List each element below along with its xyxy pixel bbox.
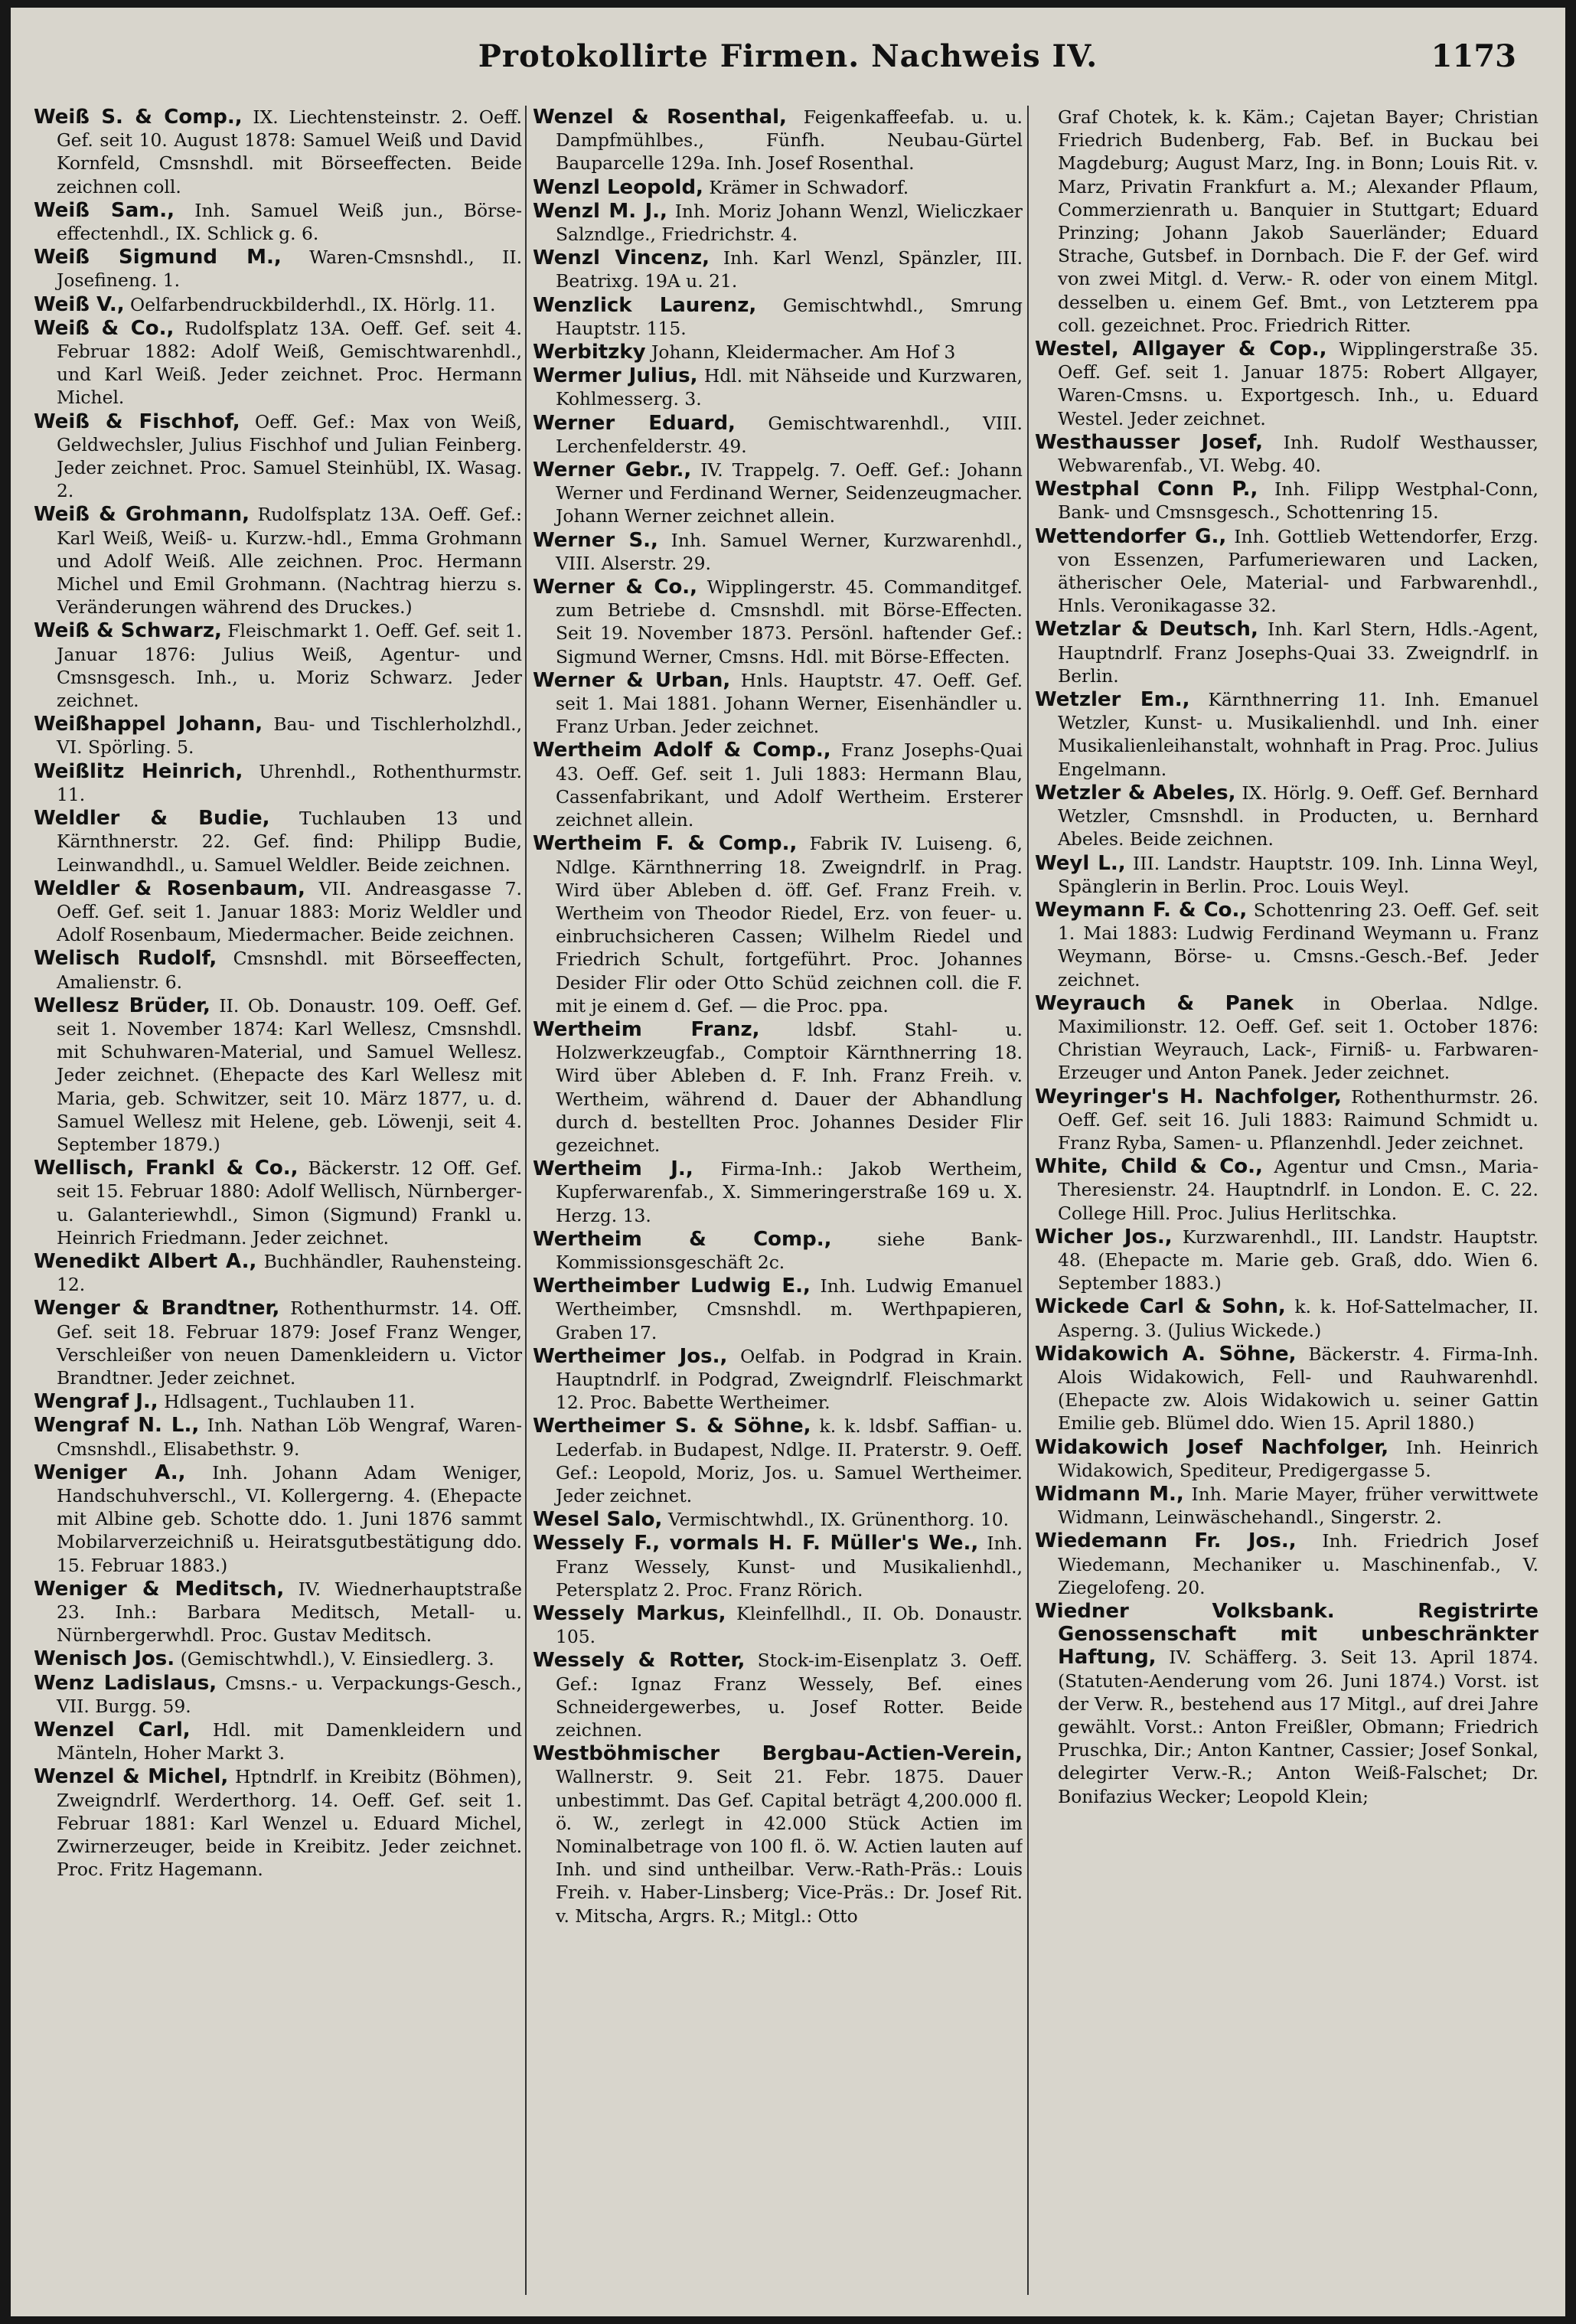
entry-details: Oeff. Gef.: Max von Weiß, Geldwechsler, Julius Fischhof und Julian Feinberg. Jeder zeichnet. Proc. Samuel Steinhübl, IX. Wasag. 2. bbox=[57, 410, 522, 502]
entry-details: Hnls. Hauptstr. 47. Oeff. Gef. seit 1. Mai 1881. Johann Werner, Eisenhändler u. Franz Urban. Jeder zeichnet. bbox=[556, 669, 1023, 738]
firm-name: Weiß Sigmund M., bbox=[34, 246, 282, 269]
firm-name: Wertheim & Comp., bbox=[533, 1227, 832, 1251]
entry-details: Inh. Nathan Löb Wengraf, Waren-Cmsnshdl., Elisabethstr. 9. bbox=[57, 1415, 522, 1460]
firm-name: Welisch Rudolf, bbox=[34, 947, 217, 971]
firm-name: Weyl L., bbox=[1035, 851, 1126, 875]
directory-entry bbox=[34, 503, 522, 619]
firm-name: Wengraf N. L., bbox=[34, 1414, 200, 1438]
entry-details: Inh. Gottlieb Wettendorfer, Erzg. von Essenzen, Parfumeriewaren und Lacken, ätherischer Oele, Material- und Farbwarenhdl., Hnls. Veronikagasse 32. bbox=[1058, 525, 1538, 617]
directory-entry bbox=[34, 947, 522, 993]
firm-name: Weißlitz Heinrich, bbox=[34, 759, 243, 783]
firm-name: Weiß V., bbox=[34, 292, 125, 316]
directory-entry bbox=[34, 877, 522, 947]
firm-name: Werbitzky bbox=[533, 341, 646, 364]
entry-details: Inh. Moriz Johann Wenzl, Wieliczkaer Salzndlge., Friedrichstr. 4. bbox=[556, 200, 1023, 246]
directory-entry bbox=[533, 1275, 1023, 1344]
entry-details: IV. Trappelg. 7. Oeff. Gef.: Johann Werner und Ferdinand Werner, Seidenzeugmacher. Johann Werner zeichnet allein. bbox=[556, 459, 1023, 527]
entry-details: Kleinfellhdl., II. Ob. Donaustr. 105. bbox=[556, 1603, 1023, 1648]
directory-entry bbox=[533, 1649, 1023, 1741]
directory-entry bbox=[34, 293, 522, 316]
firm-name: Werner S., bbox=[533, 528, 658, 552]
firm-name: Wellisch, Frankl & Co., bbox=[34, 1157, 299, 1180]
entry-details: Cmsnshdl. mit Börseeffecten, Amalienstr. 6. bbox=[57, 948, 522, 993]
directory-entry bbox=[533, 1532, 1023, 1601]
firm-name: Wenzel & Michel, bbox=[34, 1765, 229, 1789]
entry-details: Kärnthnerring 11. Inh. Emanuel Wetzler, Kunst- u. Musikalienhdl. und Inh. einer Musikalienleihanstalt, wohnhaft in Prag. Proc. Julius Engelmann. bbox=[1058, 689, 1538, 780]
directory-entry bbox=[1035, 1085, 1538, 1155]
directory-entry bbox=[533, 529, 1023, 575]
firm-name: Weiß S. & Comp., bbox=[34, 106, 243, 129]
directory-entry bbox=[34, 619, 522, 712]
firm-name: Wesel Salo, bbox=[533, 1508, 663, 1532]
directory-entry bbox=[533, 1415, 1023, 1507]
entry-details: Gemischtwarenhdl., VIII. Lerchenfelderstr. 49. bbox=[556, 412, 1023, 457]
directory-entry bbox=[533, 576, 1023, 668]
directory-entry bbox=[34, 713, 522, 759]
directory-entry bbox=[1035, 1483, 1538, 1529]
firm-name: Wenisch Jos. bbox=[34, 1647, 175, 1671]
directory-entry bbox=[1035, 1600, 1538, 1808]
directory-entry bbox=[533, 1345, 1023, 1415]
entry-details: VII. Andreasgasse 7. Oeff. Gef. seit 1. Januar 1883: Moriz Weldler und Adolf Rosenbaum, Miedermacher. Beide zeichnen. bbox=[57, 877, 522, 946]
firm-name: Weiß & Schwarz, bbox=[34, 619, 222, 643]
firm-name: Wetzlar & Deutsch, bbox=[1035, 618, 1258, 641]
entry-details: ldsbf. Stahl- u. Holzwerkzeugfab., Comptoir Kärnthnerring 18. Wird über Ableben d. F. Inh. Franz Freih. v. Wertheim, während d. Dauer der Abhandlung durch d. bestellten Proc. Johannes Desider Flir gezeichnet. bbox=[556, 1018, 1023, 1156]
entry-details: Vermischtwhdl., IX. Grünenthorg. 10. bbox=[667, 1509, 1010, 1531]
directory-entry bbox=[533, 1602, 1023, 1648]
firm-name: Wickede Carl & Sohn, bbox=[1035, 1295, 1286, 1319]
firm-name: Widakowich A. Söhne, bbox=[1035, 1342, 1297, 1366]
firm-name: Weiß Sam., bbox=[34, 198, 175, 222]
directory-entry bbox=[1035, 106, 1538, 337]
firm-name: Wenzel Carl, bbox=[34, 1719, 191, 1742]
directory-entry bbox=[1035, 782, 1538, 851]
entry-details: Inh. Filipp Westphal-Conn, Bank- und Cmsnsgesch., Schottenring 15. bbox=[1058, 478, 1538, 524]
directory-entry bbox=[34, 1719, 522, 1764]
entry-details: k. k. ldsbf. Saffian- u. Lederfab. in Budapest, Ndlge. II. Praterstr. 9. Oeff. Gef.: Leopold, Moriz, Jos. u. Samuel Wertheimer. Jeder zeichnet. bbox=[556, 1415, 1023, 1506]
directory-entry bbox=[1035, 688, 1538, 781]
directory-entry bbox=[1035, 618, 1538, 687]
page-header bbox=[11, 38, 1565, 84]
firm-name: White, Child & Co., bbox=[1035, 1155, 1263, 1179]
directory-entry bbox=[533, 739, 1023, 831]
directory-entry bbox=[533, 106, 1023, 175]
column-divider bbox=[1027, 106, 1029, 2295]
directory-entry bbox=[533, 459, 1023, 528]
column-divider bbox=[525, 106, 527, 2295]
firm-name: Wenzl M. J., bbox=[533, 199, 667, 223]
entry-details: Buchhändler, Rauhensteing. 12. bbox=[57, 1250, 522, 1296]
directory-entry bbox=[34, 1414, 522, 1460]
directory-entry bbox=[533, 669, 1023, 739]
firm-name: Widmann M., bbox=[1035, 1482, 1184, 1506]
entry-details: Stock-im-Eisenplatz 3. Oeff. Gef.: Ignaz Franz Wessely, Bef. eines Schneidergewerbes, u. Josef Rotter. Beide zeichnen. bbox=[556, 1650, 1023, 1741]
entry-details: Hptndrlf. in Kreibitz (Böhmen), Zweigndrlf. Werderthorg. 14. Oeff. Gef. seit 1. Februar 1881: Karl Wenzel u. Eduard Michel, Zwirnerzeuger, beide in Kreibitz. Jeder zeichnet. Proc. Fritz Hagemann. bbox=[57, 1766, 522, 1881]
document-page bbox=[11, 8, 1565, 2316]
entry-details: Bau- und Tischlerholzhdl., VI. Spörling. 5. bbox=[57, 713, 522, 759]
directory-entry bbox=[533, 1018, 1023, 1157]
entry-details: Inh. Franz Wessely, Kunst- und Musikalienhdl., Petersplatz 2. Proc. Franz Rörich. bbox=[556, 1532, 1023, 1601]
firm-name: Weiß & Fischhof, bbox=[34, 410, 240, 433]
entry-details: in Oberlaa. Ndlge. Maximilionstr. 12. Oeff. Gef. seit 1. October 1876: Christian Weyrauch, Lack-, Firniß- u. Farbwaren-Erzeuger und Anton Panek. Jeder zeichnet. bbox=[1058, 992, 1538, 1084]
firm-name: Widakowich Josef Nachfolger, bbox=[1035, 1435, 1389, 1459]
entry-details: Bäckerstr. 12 Off. Gef. seit 15. Februar 1880: Adolf Wellisch, Nürnberger- u. Galanteriewhdl., Simon (Sigmund) Frankl u. Heinrich Friedmann. Jeder zeichnet. bbox=[57, 1157, 522, 1248]
firm-name: Werner & Co., bbox=[533, 576, 698, 599]
directory-entry bbox=[533, 294, 1023, 340]
entry-details: Inh. Samuel Weiß jun., Börse-effectenhdl., IX. Schlick g. 6. bbox=[57, 199, 522, 245]
directory-entry bbox=[34, 1672, 522, 1718]
entry-details: Inh. Rudolf Westhausser, Webwarenfab., VI. Webg. 40. bbox=[1058, 431, 1538, 477]
entry-details: Fabrik IV. Luiseng. 6, Ndlge. Kärnthnerring 18. Zweigndrlf. in Prag. Wird über Ableben d. öff. Gef. Franz Freih. v. Wertheim von Theodor Riedel, Erz. von feuer- u. einbruchsicheren Cassen; Wilhelm Riedel und Friedrich Schult, fortgeführt. Proc. Johannes Desider Flir oder Otto Schüd zeichnen coll. die F. mit je einem d. Gef. — die Proc. ppa. bbox=[556, 833, 1023, 1017]
entry-details: Oelfarbendruckbilderhdl., IX. Hörlg. 11. bbox=[130, 293, 496, 315]
directory-entry bbox=[34, 1297, 522, 1389]
firm-name: Werner Eduard, bbox=[533, 411, 736, 435]
directory-entry bbox=[533, 832, 1023, 1017]
firm-name: Weymann F. & Co., bbox=[1035, 898, 1248, 922]
directory-entry bbox=[533, 341, 1023, 364]
entry-details: Rothenthurmstr. 26. Oeff. Gef. seit 16. Juli 1883: Raimund Schmidt u. Franz Ryba, Samen- u. Pflanzenhdl. Jeder zeichnet. bbox=[1058, 1085, 1538, 1154]
firm-name: Wenz Ladislaus, bbox=[34, 1671, 217, 1695]
entry-details: Inh. Johann Adam Weniger, Handschuhverschl., VI. Kollergerng. 4. (Ehepacte mit Albine geb. Schotte ddo. 1. Juni 1876 sammt Mobilarverzeichniß u. Heiratsgutbestätigung ddo. 15. Februar 1883.) bbox=[57, 1461, 522, 1576]
directory-entry bbox=[533, 176, 1023, 199]
entry-details: Feigenkaffeefab. u. u. Dampfmühlbes., Fünfh. Neubau-Gürtel Bauparcelle 129a. Inh. Josef Rosenthal. bbox=[556, 106, 1023, 175]
directory-entry bbox=[1035, 1343, 1538, 1435]
entry-details: Inh. Karl Stern, Hdls.-Agent, Hauptndrlf. Franz Josephs-Quai 33. Zweigndrlf. in Berlin. bbox=[1058, 619, 1538, 687]
entry-details: Hdl. mit Damenkleidern und Mänteln, Hoher Markt 3. bbox=[57, 1719, 522, 1764]
directory-entry bbox=[533, 200, 1023, 246]
entry-details: Hdlsagent., Tuchlauben 11. bbox=[164, 1391, 416, 1413]
directory-entry bbox=[34, 106, 522, 198]
directory-entry bbox=[533, 1742, 1023, 1927]
firm-name: Wermer Julius, bbox=[533, 364, 698, 388]
directory-entry bbox=[1035, 1436, 1538, 1482]
firm-name: Wessely Markus, bbox=[533, 1602, 726, 1625]
firm-name: Wicher Jos., bbox=[1035, 1225, 1173, 1248]
directory-entry bbox=[34, 410, 522, 503]
firm-name: Wertheimer S. & Söhne, bbox=[533, 1415, 811, 1438]
directory-entry bbox=[34, 1578, 522, 1647]
firm-name: Weyringer's H. Nachfolger, bbox=[1035, 1085, 1342, 1108]
directory-entry bbox=[34, 760, 522, 806]
firm-name: Wenzel & Rosenthal, bbox=[533, 106, 787, 129]
firm-name: Weldler & Rosenbaum, bbox=[34, 876, 305, 900]
directory-entry bbox=[34, 1647, 522, 1670]
entry-details: III. Landstr. Hauptstr. 109. Inh. Linna Weyl, Spänglerin in Berlin. Proc. Louis Weyl. bbox=[1058, 852, 1538, 897]
directory-entry bbox=[1035, 525, 1538, 618]
directory-entry bbox=[533, 1157, 1023, 1227]
firm-name: Weißhappel Johann, bbox=[34, 713, 263, 736]
firm-name: Westphal Conn P., bbox=[1035, 478, 1258, 501]
firm-name: Wertheim Franz, bbox=[533, 1017, 760, 1041]
firm-name: Wenedikt Albert A., bbox=[34, 1249, 257, 1273]
page-number: 1173 bbox=[1431, 38, 1516, 74]
entry-details: IX. Liechtensteinstr. 2. Oeff. Gef. seit 10. August 1878: Samuel Weiß und David Kornfeld, Cmsnshdl. mit Börseeffecten. Beide zeichnen coll. bbox=[57, 106, 522, 197]
directory-entry bbox=[1035, 899, 1538, 991]
entry-details: Oelfab. in Podgrad in Krain. Hauptndrlf. in Podgrad, Zweigndrlf. Fleischmarkt 12. Proc. Babette Wertheimer. bbox=[556, 1345, 1023, 1414]
directory-entry bbox=[533, 412, 1023, 458]
firm-name: Wenzlick Laurenz, bbox=[533, 293, 757, 317]
firm-name: Wertheimber Ludwig E., bbox=[533, 1275, 811, 1298]
column-right bbox=[1035, 106, 1538, 2303]
entry-details: Inh. Marie Mayer, früher verwittwete Widmann, Leinwäschehandl., Singerstr. 2. bbox=[1058, 1483, 1538, 1529]
entry-details: Krämer in Schwadorf. bbox=[709, 176, 909, 198]
entry-details: IV. Wiednerhauptstraße 23. Inh.: Barbara Meditsch, Metall- u. Nürnbergerwhdl. Proc. Gustav Meditsch. bbox=[57, 1578, 522, 1647]
directory-entry bbox=[34, 1765, 522, 1881]
directory-entry bbox=[1035, 478, 1538, 524]
column-middle bbox=[533, 106, 1023, 2303]
entry-details: Franz Josephs-Quai 43. Oeff. Gef. seit 1. Juli 1883: Hermann Blau, Cassenfabrikant, und Adolf Wertheim. Ersterer zeichnet allein. bbox=[556, 739, 1023, 831]
directory-entry bbox=[34, 317, 522, 410]
firm-name: Wertheim F. & Comp., bbox=[533, 832, 798, 856]
firm-name: Wetzler & Abeles, bbox=[1035, 781, 1236, 805]
entry-details: Johann, Kleidermacher. Am Hof 3 bbox=[651, 341, 956, 364]
entry-details: Agentur und Cmsn., Maria-Theresienstr. 24. Hauptndrlf. in London. E. C. 22. College Hill. Proc. Julius Herlitschka. bbox=[1058, 1156, 1538, 1224]
column-left bbox=[34, 106, 522, 2303]
entry-details: Inh. Samuel Werner, Kurzwarenhdl., VIII. Alserstr. 29. bbox=[556, 529, 1023, 574]
firm-name: Wertheim J., bbox=[533, 1157, 693, 1181]
entry-details: Gemischtwhdl., Smrung Hauptstr. 115. bbox=[556, 294, 1023, 339]
entry-details: k. k. Hof-Sattelmacher, II. Asperng. 3. (Julius Wickede.) bbox=[1058, 1296, 1538, 1341]
firm-name: Weiß & Grohmann, bbox=[34, 503, 250, 527]
firm-name: Weiß & Co., bbox=[34, 316, 175, 340]
firm-name: Wenzl Leopold, bbox=[533, 175, 703, 199]
directory-entry bbox=[533, 1508, 1023, 1531]
firm-name: Wetzler Em., bbox=[1035, 688, 1190, 712]
firm-name: Wenger & Brandtner, bbox=[34, 1297, 280, 1320]
entry-details: Tuchlauben 13 und Kärnthnerstr. 22. Gef. find: Philipp Budie, Leinwandhdl., u. Samuel Weldler. Beide zeichnen. bbox=[57, 808, 522, 876]
firm-name: Wessely F., vormals H. F. Müller's We., bbox=[533, 1532, 979, 1555]
directory-entry bbox=[1035, 992, 1538, 1085]
entry-details: Wallnerstr. 9. Seit 21. Febr. 1875. Dauer unbestimmt. Das Gef. Capital beträgt 4,200.000 fl. ö. W., zerlegt in 42.000 Stück Actien im Nominalbetrage von 100 fl. ö. W. Actien lauten auf Inh. und sind untheilbar. Verw.-Rath-Präs.: Louis Freih. v. Haber-Linsberg; Vice-Präs.: Dr. Josef Rit. v. Mitscha, Argrs. R.; Mitgl.: Otto bbox=[556, 1766, 1023, 1927]
directory-entry bbox=[1035, 852, 1538, 898]
entry-details: Bäckerstr. 4. Firma-Inh. Alois Widakowich, Fell- und Rauhwarenhdl. (Ehepacte zw. Alois Widakowich u. seiner Gattin Emilie geb. Blümel ddo. Wien 15. April 1880.) bbox=[1058, 1343, 1538, 1435]
entry-details: Fleischmarkt 1. Oeff. Gef. seit 1. Januar 1876: Julius Weiß, Agentur- und Cmsnsgesch. Inh., u. Moriz Schwarz. Jeder zeichnet. bbox=[57, 620, 522, 712]
firm-name: Weldler & Budie, bbox=[34, 807, 270, 831]
firm-name: Wiedner Volksbank. Registrirte Genossenschaft mit unbeschränkter Haftung, bbox=[1035, 1600, 1538, 1670]
firm-name: Weyrauch & Panek bbox=[1035, 991, 1294, 1015]
directory-entry bbox=[34, 199, 522, 245]
entry-details: Inh. Karl Wenzl, Spänzler, III. Beatrixg. 19A u. 21. bbox=[556, 247, 1023, 292]
entry-details: Rothenthurmstr. 14. Off. Gef. seit 18. Februar 1879: Josef Franz Wenger, Verschleißer von neuen Damenkleidern u. Victor Brandtner. Jeder zeichnet. bbox=[57, 1297, 522, 1389]
entry-details: Schottenring 23. Oeff. Gef. seit 1. Mai 1883: Ludwig Ferdinand Weymann u. Franz Weymann, Börse- u. Cmsns.-Gesch.-Bef. Jeder zeichnet. bbox=[1058, 899, 1538, 991]
firm-name: Werner & Urban, bbox=[533, 668, 731, 692]
firm-name: Werner Gebr., bbox=[533, 459, 692, 482]
firm-name: Weniger & Meditsch, bbox=[34, 1577, 285, 1601]
firm-name: Wertheim Adolf & Comp., bbox=[533, 739, 831, 762]
firm-name: Wellesz Brüder, bbox=[34, 994, 210, 1017]
entry-details: Wipplingerstr. 45. Commanditgef. zum Betriebe d. Cmsnshdl. mit Börse-Effecten. Seit 19. November 1873. Persönl. haftender Gef.: Sigmund Werner, Cmsns. Hdl. mit Börse-Effecten. bbox=[556, 576, 1023, 667]
directory-entry bbox=[1035, 431, 1538, 477]
directory-entry bbox=[34, 1390, 522, 1413]
entry-details: siehe Bank-Kommissionsgeschäft 2c. bbox=[556, 1228, 1023, 1273]
entry-details: Uhrenhdl., Rothenthurmstr. 11. bbox=[57, 760, 522, 805]
firm-name: Wengraf J., bbox=[34, 1390, 158, 1414]
directory-entry bbox=[34, 1461, 522, 1577]
entry-details: Hdl. mit Nähseide und Kurzwaren, Kohlmesserg. 3. bbox=[556, 365, 1023, 410]
directory-entry bbox=[533, 364, 1023, 410]
entry-details: Inh. Ludwig Emanuel Wertheimber, Cmsnshdl. m. Werthpapieren, Graben 17. bbox=[556, 1275, 1023, 1343]
firm-name: Weniger A., bbox=[34, 1461, 186, 1484]
entry-details: Rudolfsplatz 13A. Oeff. Gef. seit 4. Februar 1882: Adolf Weiß, Gemischtwarenhdl., und Karl Weiß. Jeder zeichnet. Proc. Hermann Michel. bbox=[57, 317, 522, 409]
entry-details: IX. Hörlg. 9. Oeff. Gef. Bernhard Wetzler, Cmsnshdl. in Producten, u. Bernhard Abeles. Beide zeichnen. bbox=[1058, 782, 1538, 850]
directory-entry bbox=[34, 994, 522, 1156]
entry-details: Inh. Heinrich Widakowich, Spediteur, Predigergasse 5. bbox=[1058, 1436, 1538, 1481]
directory-entry bbox=[34, 246, 522, 292]
firm-name: Wertheimer Jos., bbox=[533, 1344, 728, 1368]
firm-name: Wettendorfer G., bbox=[1035, 524, 1227, 548]
directory-entry bbox=[34, 1157, 522, 1249]
directory-entry bbox=[1035, 1226, 1538, 1295]
firm-name: Westhausser Josef, bbox=[1035, 430, 1263, 454]
entry-details: II. Ob. Donaustr. 109. Oeff. Gef. seit 1. November 1874: Karl Wellesz, Cmsnshdl. mit Schuhwaren-Material, und Samuel Wellesz. Jeder zeichnet. (Ehepacte des Karl Wellesz mit Maria, geb. Schwitzer, seit 10. März 1877, u. d. Samuel Wellesz mit Helene, geb. Löwenji, seit 4. September 1879.) bbox=[57, 994, 522, 1155]
entry-details: Graf Chotek, k. k. Käm.; Cajetan Bayer; Christian Friedrich Budenberg, Fab. Bef. in Buckau bei Magdeburg; August Marz, Ing. in Bonn; Louis Rit. v. Marz, Privatin Frankfurt a. M.; Alexander Pflaum, Commerzienrath u. Banquier in Stuttgart; Eduard Prinzing; Johann Jakob Sauerländer; Eduard Strache, Gutsbef. in Dornbach. Die F. der Gef. wird von zwei Mitgl. d. Verw.- R. oder von einem Mitgl. desselben u. einem Gef. Bmt., von Letzterem ppa coll. gezeichnet. Proc. Friedrich Ritter. bbox=[1058, 106, 1538, 336]
directory-entry bbox=[1035, 1529, 1538, 1599]
directory-entry bbox=[34, 1250, 522, 1296]
directory-entry bbox=[1035, 338, 1538, 430]
firm-name: Wessely & Rotter, bbox=[533, 1649, 746, 1673]
running-title: Protokollirte Firmen. Nachweis IV. bbox=[478, 38, 1098, 74]
directory-entry bbox=[34, 807, 522, 876]
entry-details: Rudolfsplatz 13A. Oeff. Gef.: Karl Weiß, Weiß- u. Kurzw.-hdl., Emma Grohmann und Adolf Weiß. Alle zeichnen. Proc. Hermann Michel und Emil Grohmann. (Nachtrag hierzu s. Veränderungen während des Druckes.) bbox=[57, 504, 522, 619]
directory-entry bbox=[1035, 1295, 1538, 1341]
entry-details: Waren-Cmsnshdl., II. Josefineng. 1. bbox=[57, 246, 522, 292]
firm-name: Wenzl Vincenz, bbox=[533, 246, 710, 270]
directory-entry bbox=[1035, 1155, 1538, 1225]
entry-details: IV. Schäfferg. 3. Seit 13. April 1874. (Statuten-Aenderung vom 26. Juni 1874.) Vorst. ist der Verw. R., bestehend aus 17 Mitgl., auf drei Jahre gewählt. Vorst.: Anton Freißler, Obmann; Friedrich Pruschka, Dir.; Anton Kantner, Cassier; Josef Sonkal, delegirter Verw.-R.; Anton Weiß-Falschet; Dr. Bonifazius Wecker; Leopold Klein; bbox=[1058, 1647, 1538, 1807]
firm-name: Wiedemann Fr. Jos., bbox=[1035, 1529, 1297, 1553]
firm-name: Westel, Allgayer & Cop., bbox=[1035, 338, 1327, 361]
entry-details: Wipplingerstraße 35. Oeff. Gef. seit 1. Januar 1875: Robert Allgayer, Waren-Cmsns. u. Exportgesch. Inh., u. Eduard Westel. Jeder zeichnet. bbox=[1058, 338, 1538, 429]
entry-details: Firma-Inh.: Jakob Wertheim, Kupferwarenfab., X. Simmeringerstraße 169 u. X. Herzg. 13. bbox=[556, 1158, 1023, 1226]
directory-entry bbox=[533, 246, 1023, 292]
directory-entry bbox=[533, 1228, 1023, 1274]
entry-details: (Gemischtwhdl.), V. Einsiedlerg. 3. bbox=[180, 1648, 494, 1670]
firm-name: Westböhmischer Bergbau-Actien-Verein, bbox=[533, 1742, 1023, 1766]
entry-details: Cmsns.- u. Verpackungs-Gesch., VII. Burgg. 59. bbox=[57, 1672, 522, 1717]
entry-details: Kurzwarenhdl., III. Landstr. Hauptstr. 48. (Ehepacte m. Marie geb. Graß, ddo. Wien 6. September 1883.) bbox=[1058, 1226, 1538, 1294]
entry-details: Inh. Friedrich Josef Wiedemann, Mechaniker u. Maschinenfab., V. Ziegelofeng. 20. bbox=[1058, 1530, 1538, 1598]
